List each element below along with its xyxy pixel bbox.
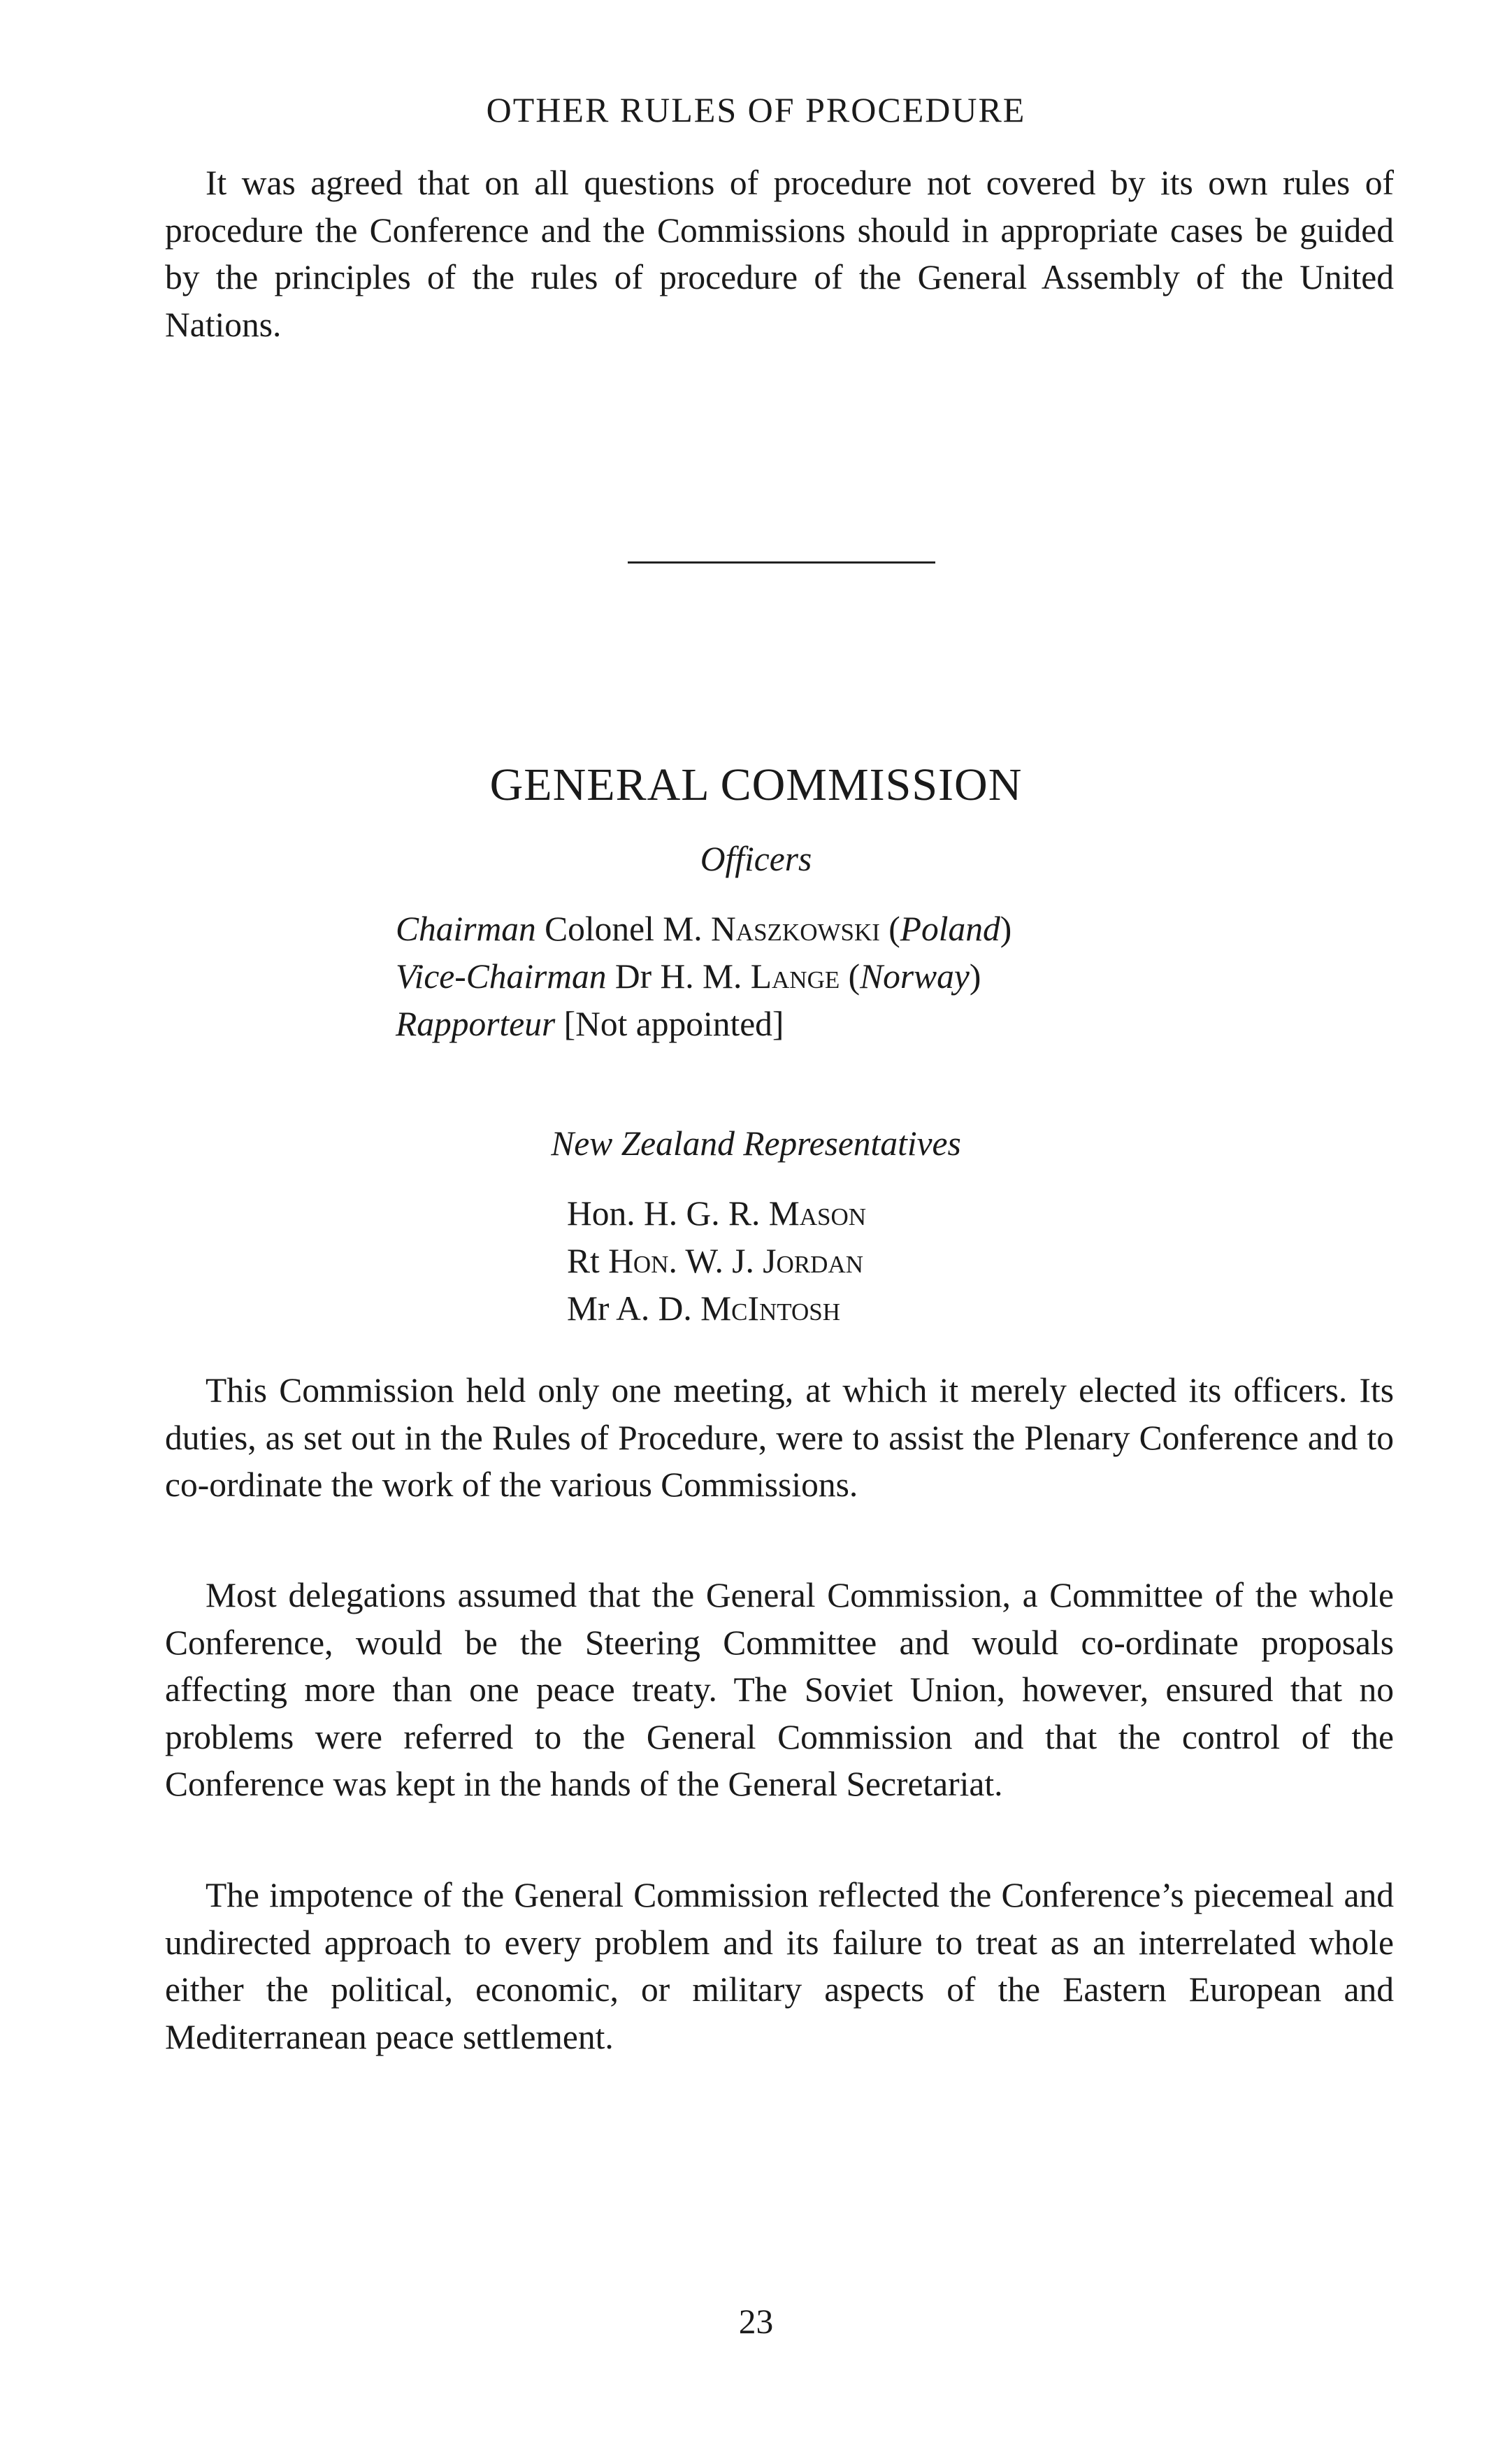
officer-name: Lange bbox=[750, 957, 840, 996]
representative-prefix: Hon. H. G. R. bbox=[567, 1194, 761, 1233]
representative-initials: W. J. bbox=[685, 1242, 754, 1280]
officer-role: Rapporteur bbox=[396, 1005, 556, 1043]
section-divider bbox=[628, 561, 935, 564]
officer-chairman bbox=[396, 909, 1011, 949]
nz-representatives-subheading: New Zealand Representatives bbox=[551, 1124, 961, 1163]
officer-country: Poland bbox=[900, 910, 1000, 948]
officer-paren: ) bbox=[969, 957, 981, 996]
officer-country: Norway bbox=[860, 957, 970, 996]
representative-name: Jordan bbox=[763, 1242, 863, 1280]
representative-name: Mason bbox=[768, 1194, 867, 1233]
section-heading-general-commission: GENERAL COMMISSION bbox=[489, 759, 1023, 810]
officer-paren: ( bbox=[848, 957, 861, 996]
section-heading-other-rules: OTHER RULES OF PROCEDURE bbox=[486, 90, 1026, 129]
page-number: 23 bbox=[738, 2302, 774, 2341]
representative-name: McIntosh bbox=[700, 1289, 841, 1328]
officers-subheading: Officers bbox=[700, 840, 812, 878]
officer-paren: ( bbox=[888, 910, 900, 948]
paragraph-commission-meeting: This Commission held only one meeting, at which it merely elected its officers. Its duties, as set out in the Rules of Procedure, were to assist the Plenary Conference and to co-ordinate the work of the various Commissions. bbox=[165, 1371, 1394, 1504]
representative-prefix: Rt bbox=[567, 1242, 600, 1280]
paragraph-delegations: Most delegations assumed that the General Commission, a Committee of the whole Conference, would be the Steering Committee and would co-ordinate proposals affecting more than one peace treaty. The Soviet Union, however, ensured that no problems were referred to the General Commission and that the control of the Conference was kept in the hands of the General Secretariat. bbox=[165, 1576, 1394, 1803]
nz-representative bbox=[567, 1289, 840, 1328]
officer-role: Vice-Chairman bbox=[396, 957, 607, 996]
officer-title: Colonel M. bbox=[545, 910, 703, 948]
representative-honorific: Hon. bbox=[608, 1242, 677, 1280]
officer-title: Dr H. M. bbox=[614, 957, 742, 996]
paragraph-impotence: The impotence of the General Commission reflected the Conference’s piecemeal and undirected approach to every problem and its failure to treat as an interrelated whole either the political, economic, or military aspects of the Eastern European and Mediterranean peace settlement. bbox=[165, 1876, 1394, 2056]
officer-role: Chairman bbox=[396, 910, 536, 948]
officer-name: Naszkowski bbox=[711, 910, 880, 948]
officer-paren: ) bbox=[1000, 910, 1012, 948]
nz-representative bbox=[567, 1193, 866, 1233]
representative-prefix: Mr A. D. bbox=[567, 1289, 692, 1328]
officer-rapporteur bbox=[396, 1004, 784, 1044]
officer-vice-chairman bbox=[396, 956, 981, 996]
paragraph-other-rules: It was agreed that on all questions of procedure not covered by its own rules of procedure the Conference and the Commissions should in appropriate cases be guided by the principles of the rules of procedure of the General Assembly of the United Nations. bbox=[165, 164, 1394, 344]
nz-representative bbox=[567, 1241, 863, 1281]
officer-note: [Not appointed] bbox=[563, 1005, 784, 1043]
